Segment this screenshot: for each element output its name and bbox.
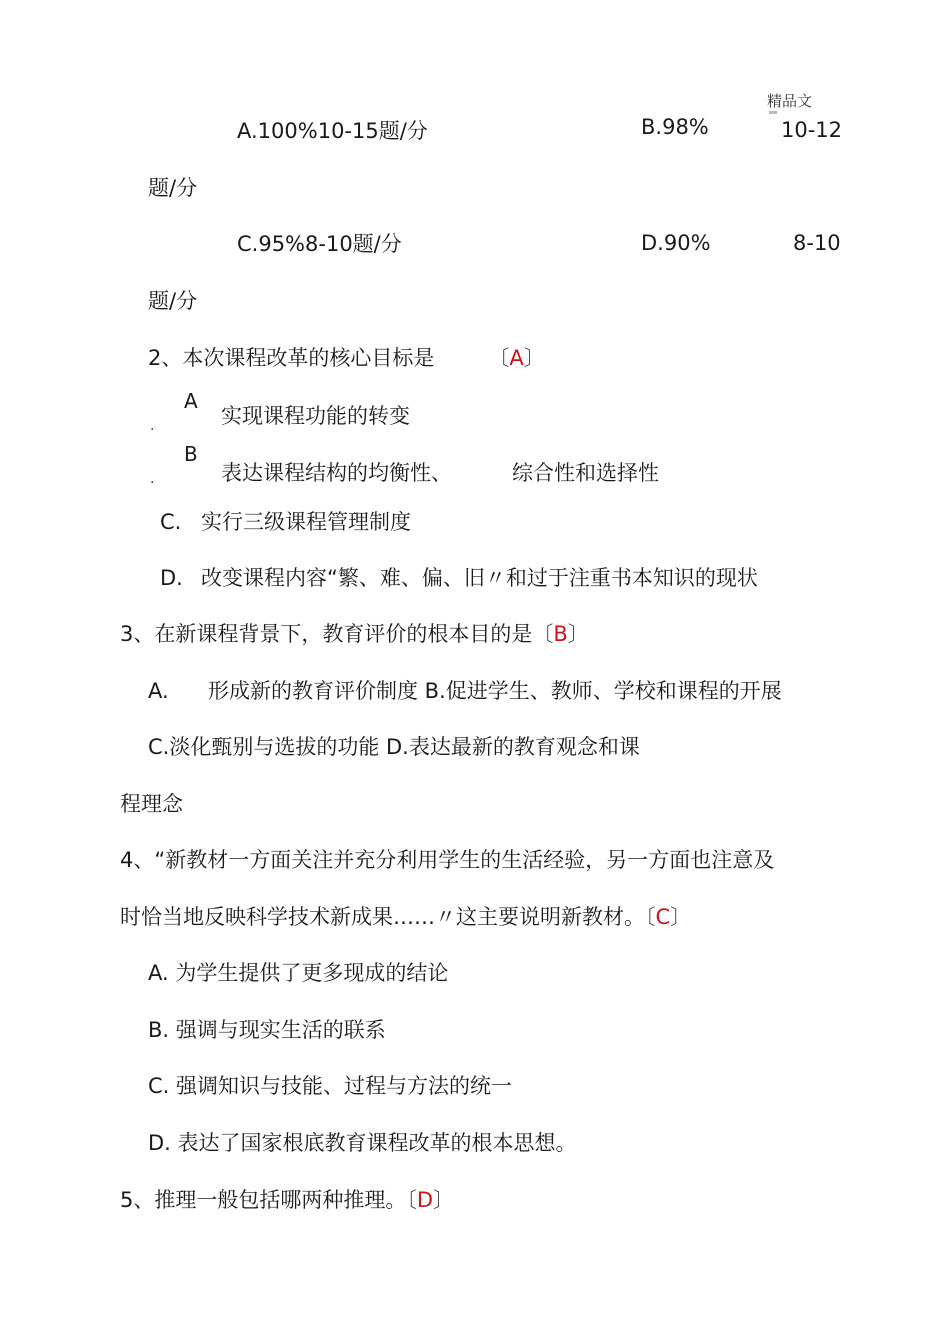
q4-answer-close: 〕: [670, 905, 692, 929]
q5-stem-text: 5、推理一般包括哪两种推理。〔: [120, 1188, 417, 1212]
q2-option-b-part1: 表达课程结构的均衡性、: [221, 461, 452, 485]
q3-stem-text: 3、在新课程背景下，教育评价的根本目的是〔: [120, 622, 554, 646]
q1-option-b: B.98%: [641, 115, 709, 139]
q4-stem-line2: [120, 904, 691, 930]
q1-option-b-range: 10-12: [781, 118, 843, 142]
q2-option-b-letter: B: [184, 442, 198, 466]
q4-stem-text: 时恰当地反映科学技术新成果……〃这主要说明新教材。〔: [120, 905, 656, 929]
q5-answer: D: [416, 1188, 434, 1212]
q2-option-d: 改变课程内容“繁、难、偏、旧〃和过于注重书本知识的现状: [201, 566, 758, 590]
q3-option-a-label: A.: [148, 679, 169, 703]
q2-option-b-dot: .: [150, 471, 155, 487]
q1-option-b-continued: 题/分: [148, 176, 198, 200]
q4-option-a: A. 为学生提供了更多现成的结论: [148, 961, 449, 985]
q2-option-b-part2: 综合性和选择性: [512, 461, 659, 485]
q2-option-a-dot: .: [150, 418, 155, 434]
q1-option-c: C.95%8-10题/分: [237, 232, 402, 256]
q2-answer-close: 〕: [523, 346, 545, 370]
q2-option-d-label: D.: [160, 566, 183, 590]
watermark-text: 精品文: [767, 92, 813, 110]
q2-option-a: 实现课程功能的转变: [221, 404, 410, 428]
q4-option-b: B. 强调与现实生活的联系: [148, 1018, 386, 1042]
q5-answer-close: 〕: [433, 1188, 455, 1212]
q3-option-a-b: 形成新的教育评价制度 B.促进学生、教师、学校和课程的开展: [208, 679, 782, 703]
q1-option-a: A.100%10-15题/分: [237, 119, 428, 143]
q1-option-d: D.90%: [641, 231, 711, 255]
q4-answer: C: [655, 905, 671, 929]
q2-option-a-letter: A: [184, 389, 198, 413]
q3-answer: B: [553, 622, 568, 646]
q5-stem: [120, 1187, 454, 1213]
q2-stem: [148, 345, 545, 371]
q3-option-d-continued: 程理念: [120, 792, 183, 816]
q2-stem-text: 2、本次课程改革的核心目标是: [148, 346, 435, 370]
q2-option-c-label: C.: [160, 510, 182, 534]
q1-option-d-continued: 题/分: [148, 289, 198, 313]
q1-option-d-range: 8-10: [793, 231, 841, 255]
q2-answer-open: 〔: [488, 346, 510, 370]
q4-option-c: C. 强调知识与技能、过程与方法的统一: [148, 1074, 513, 1098]
q4-option-d: D. 表达了国家根底教育课程改革的根本思想。: [148, 1131, 577, 1155]
q2-option-c: 实行三级课程管理制度: [201, 510, 411, 534]
q3-stem: [120, 621, 589, 647]
q3-option-c-d: C.淡化甄别与选拔的功能 D.表达最新的教育观念和课: [148, 735, 640, 759]
q4-stem-line1: 4、“新教材一方面关注并充分利用学生的生活经验，另一方面也注意及: [120, 848, 775, 872]
watermark-subtext: ww: [769, 110, 778, 116]
q2-answer: A: [509, 346, 524, 370]
q3-answer-close: 〕: [567, 622, 589, 646]
